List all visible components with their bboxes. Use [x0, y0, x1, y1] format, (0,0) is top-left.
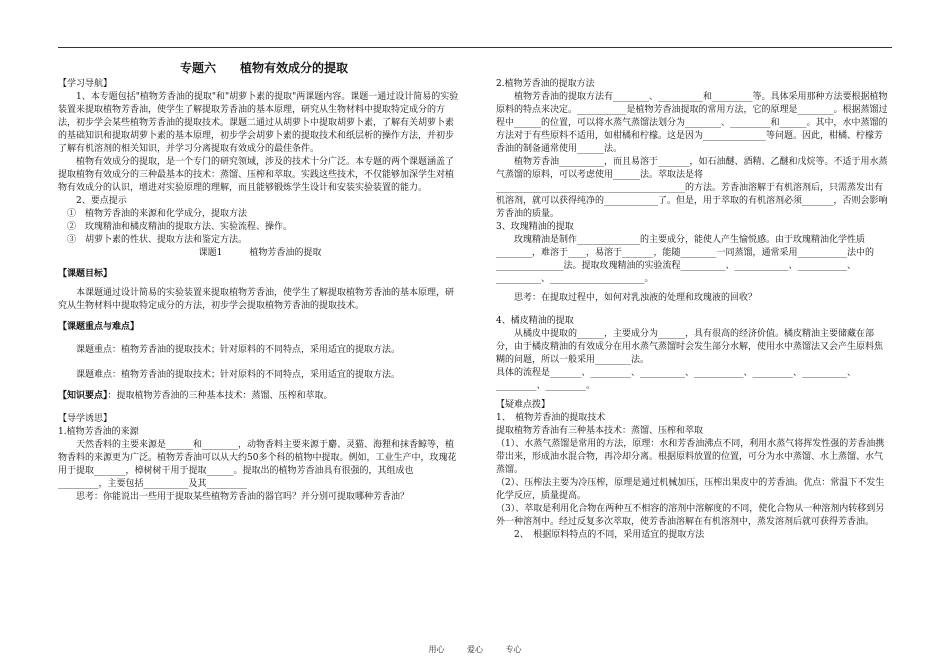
orange-text: 从橘皮中提取的______，主要成分为______，具有很高的经济价值。橘皮精油主要储藏在部分，由于橘皮精油的有效成分在用水蒸气蒸馏时会发生部分水解，使用水中蒸馏法又会产生原料焦糊的问题，所以一般采用________法。: [496, 329, 884, 365]
doubt-1-heading: 1、 植物芳香油的提取技术: [496, 413, 606, 423]
think-question-1: 思考：你能说出一些用于提取某些植物芳香油的器官吗？并分别可提取哪种芳香油？: [76, 492, 410, 502]
guide-paragraph-2: 植物有效成分的提取，是一个专门的研究领域，涉及的技术十分广泛。本专题的两个课题涵盖了提取植物有效成分的三种最基本的技术：蒸馏、压榨和萃取。实践这些技术，不仅能够加深学生对植物有效成分的认识，增进对实验原理的理解，而且能够锻炼学生设计和安装实验装置的能力。: [58, 157, 455, 193]
orange-heading: 4、橘皮精油的提取: [496, 316, 574, 326]
key-heading: 【课题重点与难点】: [58, 322, 140, 332]
knowledge-heading: 【知识要点】: [58, 391, 108, 401]
lesson-title: 课题1 植物芳香油的提取: [198, 248, 322, 258]
doubt-heading: 【疑难点拨】: [496, 400, 551, 410]
doubt-1-sub: 提取植物芳香油有三种基本技术：蒸馏、压榨和萃取: [496, 426, 704, 436]
key-point: 课题重点：植物芳香油的提取技术；针对原料的不同特点，采用适宜的提取方法。: [76, 345, 401, 355]
knowledge-line: [58, 390, 462, 403]
doubt-2-heading: 2、 根据原料特点的不同，采用适宜的提取方法: [514, 530, 705, 540]
page-footer: [0, 643, 950, 656]
footer-word: 爱心: [467, 645, 483, 654]
header-rule: [58, 47, 892, 48]
method-text: 植物芳香油的提取方法有________、__________和_________等。具体采用那种方法要根据植物原料的特点来决定。___________是植物芳香油提取的常用方法，它的原理是________。根据蒸馏过程中______的位置，可以将水蒸气蒸馏法划分为________、_________和______。其中，水中蒸馏的方法对于有些原料不适用，如柑橘和柠檬。这是因为______________等问题。因此，柑橘、柠檬芳香油的制备通常使用______法。: [496, 92, 888, 154]
lead-heading: 【导学诱思】: [58, 414, 113, 424]
think-question-2: 思考：在提取过程中，如何对乳浊液的处理和玫瑰液的回收？: [514, 293, 758, 303]
guide-paragraph-1: 1、本专题包括"植物芳香油的提取"和"胡萝卜素的提取"两课题内容。课题一通过设计简易的实验装置来提取植物芳香油，使学生了解提取芳香油的基本原理，研究从生物材料中提取特定成分的方法，初步学会某些植物芳香油的提取技术。课题二通过从胡萝卜中提取胡萝卜素，了解有关胡萝卜素的基础知识和提取胡萝卜素的基本原理，初步学会胡萝卜素的提取技术和纸层析的操作方法，并初步了解有机溶剂的相关知识，并学习分离提取有效成分的最佳条件。: [58, 92, 459, 154]
point-item: ③ 胡萝卜素的性状、提取方法和鉴定方法。: [67, 235, 248, 245]
rose-heading: 3、玫瑰精油的提取: [496, 222, 574, 232]
goal-text: 本课题通过设计简易的实验装置来提取植物芳香油，使学生了解提取植物芳香油的基本原理，研究从生物材料中提取特定成分的方法，初步学会提取植物芳香油的提取技术。: [58, 288, 455, 311]
flow-text: 具体的流程是_______、_________、__________、___________、_________、__________、_________、_________。: [496, 368, 857, 391]
footer-word: 专心: [505, 645, 522, 654]
rose-text: 玫瑰精油是制作______________的主要成分，能使人产生愉悦感。由于玫瑰精油化学性质________，难溶于____，易溶于_______，能随________一同蒸馏，通常采用___________法中的_______________法。提取玫瑰精油的实验流程__________、____________、___________、__________、_____________________。: [496, 235, 875, 284]
doubt-1-para-1: （1）、水蒸气蒸馏是常用的方法，原理：水和芳香油沸点不同，利用水蒸气将挥发性强的芳香油携带出来，形成油水混合物，再冷却分离。根据原料放置的位置，可分为水中蒸馏、水上蒸馏、水气蒸馏。: [496, 439, 885, 475]
knowledge-text: ：提取植物芳香油的三种基本技术：蒸馏、压榨和萃取。: [107, 391, 333, 401]
method-heading: 2.植物芳香油的提取方法: [496, 79, 595, 89]
left-column: [58, 78, 462, 504]
point-item: ① 植物芳香油的来源和化学成分，提取方法: [67, 209, 248, 219]
title-chapter: 专题六: [180, 61, 217, 75]
goal-heading: 【课题目标】: [58, 269, 113, 279]
points-heading: 2、要点提示: [76, 196, 127, 206]
source-text: 天然香料的主要来源是______和________，动物香料主要来源于麝、灵猫、海狸和抹香鲸等，植物香料的来源更为广泛。植物芳香油可以从大约50多个科的植物中提取。例如，工业生产中，玫瑰花用于提取_______，樟树树干用于提取______。提取出的植物芳香油具有很强的，其组成也_________，主要包括__________及其_________: [58, 440, 457, 489]
doubt-1-para-3: （3）、萃取是利用化合物在两种互不相容的溶剂中溶解度的不同，使化合物从一种溶剂内转移到另外一种溶剂中。经过反复多次萃取，使芳香油溶解在有机溶剂中，蒸发溶剂后就可获得芳香油。: [496, 504, 885, 527]
method-text-2: 植物芳香油__________，而且易溶于_______，如石油醚、酒精、乙醚和戊烷等。不适于用水蒸气蒸馏的原料，可以考虑使用______法。萃取法是将__________________________________________的方法。芳香油溶解于有机溶剂后，只需蒸发出有机溶剂，就可以获得纯净的____________了。但是，用于萃取的有机溶剂必须_______，否则会影响芳香油的质量。: [496, 157, 888, 219]
title-name: 植物有效成分的提取: [240, 61, 349, 75]
doubt-1-para-2: （2）、压榨法主要为冷压榨，原理是通过机械加压，压榨出果皮中的芳香油。优点：常温下不发生化学反应，质量提高。: [496, 478, 885, 501]
point-item: ② 玫瑰精油和橘皮精油的提取方法、实验流程、操作。: [67, 222, 293, 232]
difficult-point: 课题难点：植物芳香油的提取技术；针对原料的不同特点，采用适宜的提取方法。: [76, 370, 401, 380]
guide-heading: 【学习导航】: [58, 79, 113, 89]
right-column: [496, 78, 891, 542]
page-title: [180, 62, 348, 75]
footer-word: 用心: [428, 645, 445, 654]
source-heading: 1.植物芳香油的来源: [58, 427, 139, 437]
